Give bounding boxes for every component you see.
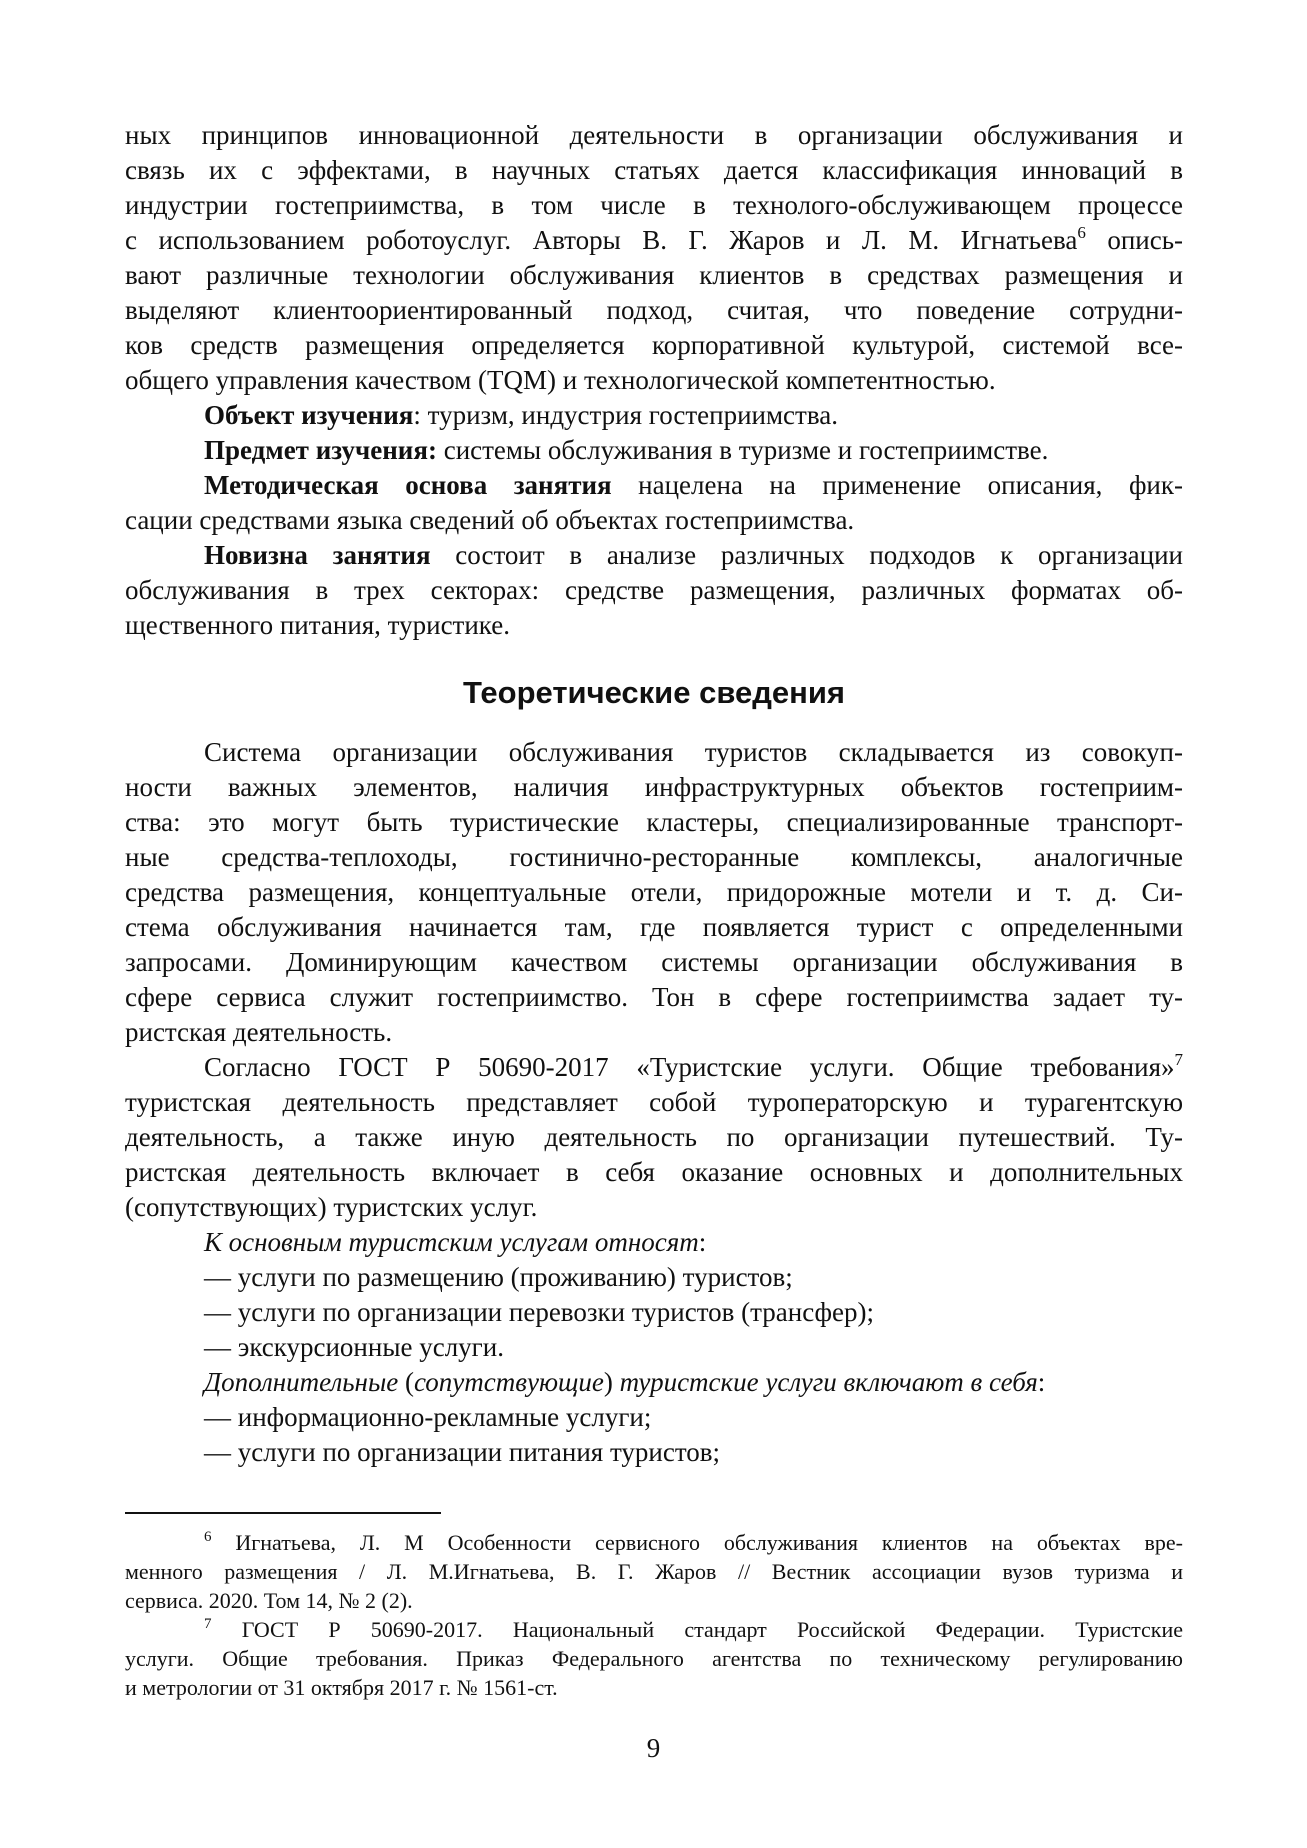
text-line: запросами. Доминирующим качеством системы организации обслуживания в (125, 947, 1183, 977)
footnote-mark: 6 (204, 1529, 212, 1545)
object-paragraph (125, 398, 1183, 433)
text-run: с использованием роботоуслуг. Авторы В. Г. Жаров и Л. М. Игнатьева (125, 225, 1078, 255)
text-line: обслуживания в трех секторах: средстве размещения, различных форматах об- (125, 575, 1183, 605)
text-run: опись- (1085, 225, 1184, 255)
text-line: деятельность, а также иную деятельность по организации путешествий. Ту- (125, 1122, 1183, 1152)
text-line (125, 468, 1183, 503)
intro-paragraph (125, 118, 1183, 398)
method-paragraph (125, 468, 1183, 538)
text-run: ) (603, 1367, 620, 1397)
subject-paragraph (125, 433, 1183, 468)
text-line: Система организации обслуживания туристов складывается из совокуп- (204, 737, 1183, 767)
footnote-6 (125, 1528, 1183, 1615)
text-line: щественного питания, туристике. (125, 610, 510, 640)
novelty-paragraph (125, 538, 1183, 643)
footnote-ref-6[interactable]: 6 (1077, 223, 1086, 242)
italic-run: сопутствующие (413, 1367, 604, 1397)
text-line: средства размещения, концептуальные отели, придорожные мотели и т. д. Си- (125, 877, 1183, 907)
page-number: 9 (646, 1733, 661, 1763)
text-line: ков средств размещения определяется корпоративной культурой, системой все- (125, 330, 1183, 360)
footnote-mark: 7 (204, 1616, 212, 1632)
gost-paragraph (125, 1050, 1183, 1225)
text-run: ГОСТ Р 50690-2017. Национальный стандарт Российской Федерации. Туристские (211, 1617, 1183, 1642)
list-item: — экскурсионные услуги. (204, 1332, 504, 1362)
text-line: сации средствами языка сведений об объектах гостеприимства. (125, 505, 855, 535)
text-line: вают различные технологии обслуживания клиентов в средствах размещения и (125, 260, 1183, 290)
italic-run: К основным туристским услугам относят (204, 1227, 699, 1257)
text-line: ные средства-теплоходы, гостинично-ресторанные комплексы, аналогичные (125, 842, 1183, 872)
subject-text: системы обслуживания в туризме и гостеприимстве. (436, 435, 1049, 465)
object-label: Объект изучения (204, 400, 414, 430)
novelty-label: Новизна занятия (204, 540, 431, 570)
text-line: сервиса. 2020. Том 14, № 2 (2). (125, 1588, 413, 1613)
text-line: ристская деятельность включает в себя оказание основных и дополнительных (125, 1157, 1183, 1187)
text-line (125, 1528, 1183, 1557)
text-run: : (1037, 1367, 1046, 1397)
main-services-intro (125, 1225, 1183, 1260)
italic-run: туристские услуги включают в себя (619, 1367, 1038, 1397)
text-line: менного размещения / Л. М.Игнатьева, В. Г. Жаров // Вестник ассоциации вузов туризма и (125, 1559, 1183, 1584)
subject-label: Предмет изучения: (204, 435, 437, 465)
text-line: стема обслуживания начинается там, где появляется турист с определенными (125, 912, 1183, 942)
text-line: ства: это могут быть туристические кластеры, специализированные транспорт- (125, 807, 1183, 837)
list-item: — информационно-рекламные услуги; (204, 1402, 652, 1432)
method-label: Методическая основа занятия (204, 470, 612, 500)
text-run: ( (398, 1367, 414, 1397)
text-line: ристская деятельность. (125, 1017, 393, 1047)
text-line (125, 1615, 1183, 1644)
text-line: общего управления качеством (TQM) и технологической компетентностью. (125, 365, 996, 395)
text-line: выделяют клиентоориентированный подход, считая, что поведение сотрудни- (125, 295, 1183, 325)
footnote-ref-7[interactable]: 7 (1174, 1050, 1183, 1069)
section-heading: Теоретические сведения (463, 675, 845, 710)
extra-services-intro (125, 1365, 1183, 1400)
document-page (125, 118, 1183, 1702)
text-line: индустрии гостеприимства, в том числе в технолого-обслуживающем процессе (125, 190, 1183, 220)
text-line: ности важных элементов, наличия инфраструктурных объектов гостеприим- (125, 772, 1183, 802)
list-item: — услуги по размещению (проживанию) туристов; (204, 1262, 793, 1292)
list-item: — услуги по организации перевозки туристов (трансфер); (204, 1297, 875, 1327)
text-line: и метрологии от 31 октября 2017 г. № 1561-ст. (125, 1675, 558, 1700)
object-text: : туризм, индустрия гостеприимства. (413, 400, 838, 430)
text-line: туристская деятельность представляет собой туроператорскую и турагентскую (125, 1087, 1183, 1117)
theory-paragraph (125, 735, 1183, 1050)
text-line (125, 538, 1183, 573)
text-line: (сопутствующих) туристских услуг. (125, 1192, 538, 1222)
text-line: связь их с эффектами, в научных статьях дается классификация инноваций в (125, 155, 1183, 185)
text-run: : (698, 1227, 707, 1257)
text-run: Игнатьева, Л. М Особенности сервисного обслуживания клиентов на объектах вре- (211, 1530, 1183, 1555)
footnote-7 (125, 1615, 1183, 1702)
text-line: сфере сервиса служит гостеприимство. Тон в сфере гостеприимства задает ту- (125, 982, 1183, 1012)
text-run: нацелена на применение описания, фик- (611, 470, 1183, 500)
text-line (125, 1050, 1183, 1085)
text-run: состоит в анализе различных подходов к организации (430, 540, 1183, 570)
list-item: — услуги по организации питания туристов; (204, 1437, 721, 1467)
italic-run: Дополнительные (204, 1367, 399, 1397)
text-run: Согласно ГОСТ Р 50690-2017 «Туристские услуги. Общие требования» (204, 1052, 1175, 1082)
footnote-separator (125, 1512, 441, 1514)
text-line: услуги. Общие требования. Приказ Федерального агентства по техническому регулированию (125, 1646, 1183, 1671)
text-line (125, 223, 1183, 258)
text-line: ных принципов инновационной деятельности в организации обслуживания и (125, 120, 1183, 150)
